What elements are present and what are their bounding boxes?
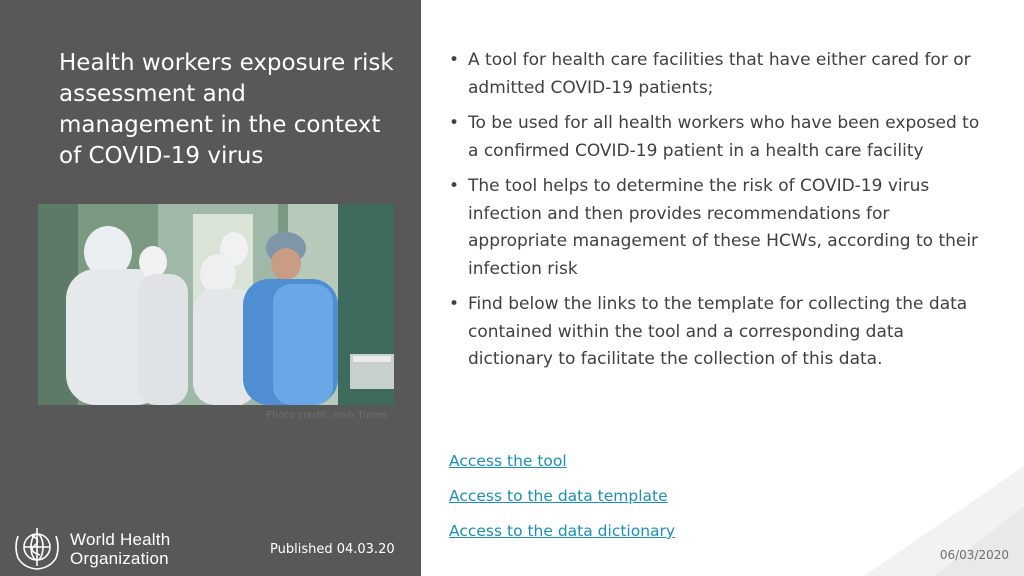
bullet-list xyxy=(449,47,989,382)
who-wordmark xyxy=(70,530,170,568)
links-section xyxy=(449,450,675,555)
photo-credit: Photo credit: Irish Times xyxy=(266,410,388,421)
access-dictionary-link[interactable]: Access to the data dictionary xyxy=(449,522,676,540)
published-date: Published 04.03.20 xyxy=(270,542,395,557)
bullet-icon: • xyxy=(449,50,460,70)
bullet-text: To be used for all health workers who have been exposed to a confirmed COVID-19 patient in a health care facility xyxy=(468,113,980,161)
bullet-icon: • xyxy=(449,294,460,314)
bullet-item xyxy=(449,291,989,374)
bullet-text: Find below the links to the template for collecting the data contained within the tool and a corresponding data dictionary to facilitate the collection of this data. xyxy=(468,294,968,369)
health-workers-photo xyxy=(38,204,394,405)
who-name-line2: Organization xyxy=(70,549,169,568)
bullet-item xyxy=(449,110,989,165)
who-name-line1: World Health xyxy=(70,530,171,549)
bullet-text: The tool helps to determine the risk of COVID-19 virus infection and then provides recommendations for appropriate management of these HCWs, according to their infection risk xyxy=(468,176,979,279)
bullet-icon: • xyxy=(449,176,460,196)
slide-date: 06/03/2020 xyxy=(939,548,1009,562)
page-title: Health workers exposure risk assessment and management in the context of COVID-19 virus xyxy=(59,50,394,169)
left-panel xyxy=(0,0,421,576)
access-template-link[interactable]: Access to the data template xyxy=(449,487,668,505)
bullet-icon: • xyxy=(449,113,460,133)
access-tool-link[interactable]: Access the tool xyxy=(449,452,567,470)
bullet-item xyxy=(449,173,989,283)
bullet-text: A tool for health care facilities that have either cared for or admitted COVID-19 patients; xyxy=(468,50,971,98)
photo-illustration xyxy=(38,204,394,405)
bullet-item xyxy=(449,47,989,102)
